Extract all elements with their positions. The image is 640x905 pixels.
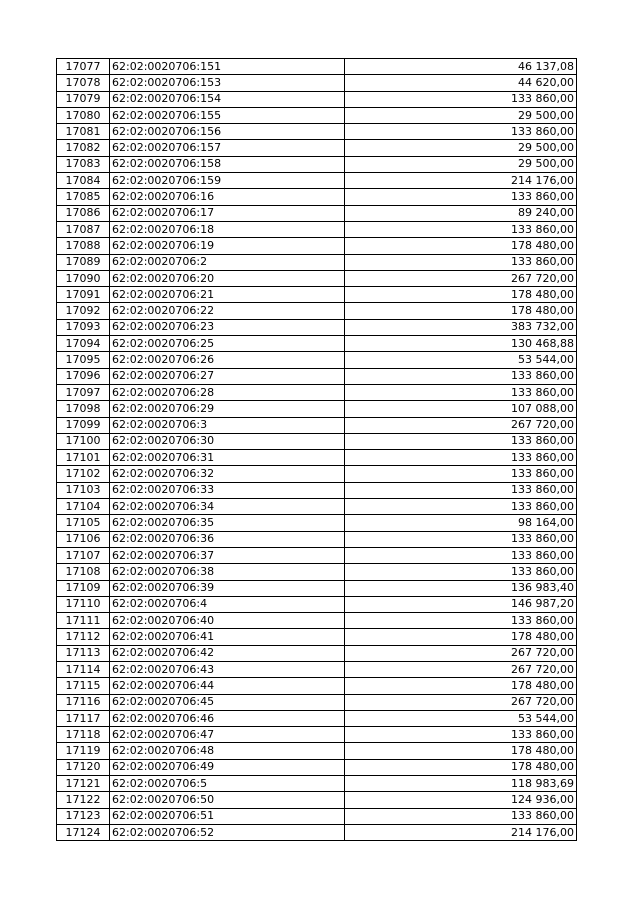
cadastral-number-cell: 62:02:0020706:48: [110, 743, 345, 759]
cadastral-value-cell: 133 860,00: [345, 531, 577, 547]
cadastral-number-cell: 62:02:0020706:20: [110, 270, 345, 286]
cadastral-value-cell: 130 468,88: [345, 336, 577, 352]
cadastral-value-cell: 133 860,00: [345, 189, 577, 205]
table-row: [57, 75, 577, 91]
row-number-cell: 17088: [57, 238, 110, 254]
cadastral-value-cell: 178 480,00: [345, 303, 577, 319]
cadastral-value-cell: 133 860,00: [345, 450, 577, 466]
table-row: [57, 564, 577, 580]
cadastral-number-cell: 62:02:0020706:30: [110, 433, 345, 449]
table-row: [57, 645, 577, 661]
row-number-cell: 17098: [57, 401, 110, 417]
cadastral-value-cell: 267 720,00: [345, 661, 577, 677]
cadastral-number-cell: 62:02:0020706:41: [110, 629, 345, 645]
row-number-cell: 17095: [57, 352, 110, 368]
cadastral-value-cell: 133 860,00: [345, 547, 577, 563]
cadastral-value-cell: 53 544,00: [345, 710, 577, 726]
cadastral-value-cell: 124 936,00: [345, 792, 577, 808]
cadastral-number-cell: 62:02:0020706:159: [110, 173, 345, 189]
cadastral-number-cell: 62:02:0020706:157: [110, 140, 345, 156]
table-row: [57, 238, 577, 254]
table-row: [57, 580, 577, 596]
cadastral-number-cell: 62:02:0020706:51: [110, 808, 345, 824]
cadastral-value-cell: 53 544,00: [345, 352, 577, 368]
table-row: [57, 59, 577, 75]
table-row: [57, 710, 577, 726]
cadastral-value-cell: 133 860,00: [345, 384, 577, 400]
row-number-cell: 17121: [57, 776, 110, 792]
table-row: [57, 808, 577, 824]
cadastral-value-cell: 29 500,00: [345, 140, 577, 156]
cadastral-value-cell: 107 088,00: [345, 401, 577, 417]
cadastral-value-cell: 133 860,00: [345, 482, 577, 498]
cadastral-value-cell: 133 860,00: [345, 221, 577, 237]
table-row: [57, 661, 577, 677]
cadastral-number-cell: 62:02:0020706:158: [110, 156, 345, 172]
row-number-cell: 17109: [57, 580, 110, 596]
row-number-cell: 17116: [57, 694, 110, 710]
table-row: [57, 352, 577, 368]
cadastral-value-cell: 133 860,00: [345, 564, 577, 580]
cadastral-value-cell: 133 860,00: [345, 727, 577, 743]
row-number-cell: 17086: [57, 205, 110, 221]
table-row: [57, 450, 577, 466]
table-row: [57, 221, 577, 237]
table-row: [57, 91, 577, 107]
cadastral-value-cell: 44 620,00: [345, 75, 577, 91]
cadastral-value-cell: 133 860,00: [345, 808, 577, 824]
table-row: [57, 596, 577, 612]
row-number-cell: 17105: [57, 515, 110, 531]
row-number-cell: 17093: [57, 319, 110, 335]
cadastral-number-cell: 62:02:0020706:154: [110, 91, 345, 107]
cadastral-value-cell: 133 860,00: [345, 613, 577, 629]
row-number-cell: 17091: [57, 287, 110, 303]
cadastral-value-cell: 214 176,00: [345, 173, 577, 189]
row-number-cell: 17101: [57, 450, 110, 466]
cadastral-value-cell: 267 720,00: [345, 270, 577, 286]
row-number-cell: 17111: [57, 613, 110, 629]
row-number-cell: 17083: [57, 156, 110, 172]
table-row: [57, 336, 577, 352]
row-number-cell: 17079: [57, 91, 110, 107]
cadastral-number-cell: 62:02:0020706:18: [110, 221, 345, 237]
cadastral-number-cell: 62:02:0020706:45: [110, 694, 345, 710]
table-row: [57, 156, 577, 172]
cadastral-number-cell: 62:02:0020706:34: [110, 499, 345, 515]
cadastral-number-cell: 62:02:0020706:35: [110, 515, 345, 531]
table-row: [57, 629, 577, 645]
cadastral-value-cell: 29 500,00: [345, 107, 577, 123]
cadastral-number-cell: 62:02:0020706:42: [110, 645, 345, 661]
row-number-cell: 17099: [57, 417, 110, 433]
cadastral-value-cell: 267 720,00: [345, 694, 577, 710]
cadastral-number-cell: 62:02:0020706:43: [110, 661, 345, 677]
cadastral-number-cell: 62:02:0020706:25: [110, 336, 345, 352]
row-number-cell: 17118: [57, 727, 110, 743]
cadastral-number-cell: 62:02:0020706:49: [110, 759, 345, 775]
row-number-cell: 17112: [57, 629, 110, 645]
table-row: [57, 319, 577, 335]
row-number-cell: 17096: [57, 368, 110, 384]
table-row: [57, 107, 577, 123]
cadastral-number-cell: 62:02:0020706:5: [110, 776, 345, 792]
cadastral-value-cell: 146 987,20: [345, 596, 577, 612]
table-row: [57, 613, 577, 629]
row-number-cell: 17117: [57, 710, 110, 726]
cadastral-value-cell: 46 137,08: [345, 59, 577, 75]
cadastral-number-cell: 62:02:0020706:22: [110, 303, 345, 319]
cadastral-number-cell: 62:02:0020706:47: [110, 727, 345, 743]
row-number-cell: 17077: [57, 59, 110, 75]
row-number-cell: 17090: [57, 270, 110, 286]
cadastral-value-cell: 178 480,00: [345, 743, 577, 759]
cadastral-number-cell: 62:02:0020706:21: [110, 287, 345, 303]
table-row: [57, 417, 577, 433]
cadastral-number-cell: 62:02:0020706:155: [110, 107, 345, 123]
row-number-cell: 17107: [57, 547, 110, 563]
table-row: [57, 287, 577, 303]
row-number-cell: 17119: [57, 743, 110, 759]
cadastral-number-cell: 62:02:0020706:28: [110, 384, 345, 400]
row-number-cell: 17092: [57, 303, 110, 319]
table-row: [57, 776, 577, 792]
cadastral-number-cell: 62:02:0020706:33: [110, 482, 345, 498]
cadastral-number-cell: 62:02:0020706:2: [110, 254, 345, 270]
table-row: [57, 270, 577, 286]
cadastral-number-cell: 62:02:0020706:151: [110, 59, 345, 75]
cadastral-number-cell: 62:02:0020706:3: [110, 417, 345, 433]
cadastral-value-cell: 133 860,00: [345, 91, 577, 107]
row-number-cell: 17094: [57, 336, 110, 352]
table-row: [57, 515, 577, 531]
row-number-cell: 17110: [57, 596, 110, 612]
cadastral-value-cell: 98 164,00: [345, 515, 577, 531]
row-number-cell: 17080: [57, 107, 110, 123]
row-number-cell: 17089: [57, 254, 110, 270]
table-row: [57, 743, 577, 759]
cadastral-number-cell: 62:02:0020706:153: [110, 75, 345, 91]
table-row: [57, 792, 577, 808]
cadastral-number-cell: 62:02:0020706:38: [110, 564, 345, 580]
cadastral-number-cell: 62:02:0020706:37: [110, 547, 345, 563]
cadastral-number-cell: 62:02:0020706:26: [110, 352, 345, 368]
cadastral-value-cell: 178 480,00: [345, 629, 577, 645]
cadastral-number-cell: 62:02:0020706:156: [110, 124, 345, 140]
cadastral-number-cell: 62:02:0020706:31: [110, 450, 345, 466]
row-number-cell: 17100: [57, 433, 110, 449]
row-number-cell: 17123: [57, 808, 110, 824]
table-row: [57, 824, 577, 840]
row-number-cell: 17081: [57, 124, 110, 140]
row-number-cell: 17124: [57, 824, 110, 840]
cadastral-value-cell: 133 860,00: [345, 254, 577, 270]
cadastral-value-cell: 133 860,00: [345, 433, 577, 449]
table-row: [57, 173, 577, 189]
table-row: [57, 547, 577, 563]
table-row: [57, 205, 577, 221]
row-number-cell: 17104: [57, 499, 110, 515]
table-row: [57, 759, 577, 775]
row-number-cell: 17078: [57, 75, 110, 91]
row-number-cell: 17113: [57, 645, 110, 661]
cadastral-value-cell: 133 860,00: [345, 368, 577, 384]
row-number-cell: 17084: [57, 173, 110, 189]
cadastral-number-cell: 62:02:0020706:32: [110, 466, 345, 482]
cadastral-value-cell: 178 480,00: [345, 678, 577, 694]
cadastral-value-cell: 29 500,00: [345, 156, 577, 172]
table-row: [57, 482, 577, 498]
row-number-cell: 17097: [57, 384, 110, 400]
cadastral-value-cell: 178 480,00: [345, 238, 577, 254]
row-number-cell: 17120: [57, 759, 110, 775]
cadastral-value-cell: 178 480,00: [345, 759, 577, 775]
table-row: [57, 303, 577, 319]
cadastral-number-cell: 62:02:0020706:39: [110, 580, 345, 596]
table-row: [57, 694, 577, 710]
table-row: [57, 124, 577, 140]
cadastral-value-cell: 133 860,00: [345, 499, 577, 515]
row-number-cell: 17087: [57, 221, 110, 237]
table-row: [57, 466, 577, 482]
cadastral-number-cell: 62:02:0020706:44: [110, 678, 345, 694]
row-number-cell: 17102: [57, 466, 110, 482]
row-number-cell: 17085: [57, 189, 110, 205]
cadastral-number-cell: 62:02:0020706:36: [110, 531, 345, 547]
cadastral-value-cell: 133 860,00: [345, 466, 577, 482]
cadastral-number-cell: 62:02:0020706:40: [110, 613, 345, 629]
row-number-cell: 17115: [57, 678, 110, 694]
table-row: [57, 140, 577, 156]
cadastral-value-cell: 118 983,69: [345, 776, 577, 792]
cadastral-number-cell: 62:02:0020706:17: [110, 205, 345, 221]
table-row: [57, 401, 577, 417]
cadastral-number-cell: 62:02:0020706:50: [110, 792, 345, 808]
row-number-cell: 17108: [57, 564, 110, 580]
cadastral-value-cell: 267 720,00: [345, 417, 577, 433]
cadastral-value-cell: 383 732,00: [345, 319, 577, 335]
row-number-cell: 17122: [57, 792, 110, 808]
cadastral-value-cell: 214 176,00: [345, 824, 577, 840]
row-number-cell: 17103: [57, 482, 110, 498]
row-number-cell: 17114: [57, 661, 110, 677]
table-row: [57, 384, 577, 400]
cadastral-value-cell: 133 860,00: [345, 124, 577, 140]
cadastral-number-cell: 62:02:0020706:29: [110, 401, 345, 417]
cadastral-number-cell: 62:02:0020706:27: [110, 368, 345, 384]
cadastral-number-cell: 62:02:0020706:46: [110, 710, 345, 726]
cadastral-number-cell: 62:02:0020706:4: [110, 596, 345, 612]
table-row: [57, 678, 577, 694]
row-number-cell: 17106: [57, 531, 110, 547]
cadastral-value-cell: 136 983,40: [345, 580, 577, 596]
cadastral-number-cell: 62:02:0020706:23: [110, 319, 345, 335]
table-row: [57, 433, 577, 449]
cadastral-number-cell: 62:02:0020706:16: [110, 189, 345, 205]
cadastral-value-cell: 178 480,00: [345, 287, 577, 303]
table-row: [57, 368, 577, 384]
table-row: [57, 727, 577, 743]
table-row: [57, 499, 577, 515]
table-body: [57, 59, 577, 841]
cadastral-number-cell: 62:02:0020706:19: [110, 238, 345, 254]
row-number-cell: 17082: [57, 140, 110, 156]
cadastral-value-cell: 89 240,00: [345, 205, 577, 221]
table-row: [57, 254, 577, 270]
cadastral-value-table: [56, 58, 577, 841]
table-row: [57, 189, 577, 205]
cadastral-value-cell: 267 720,00: [345, 645, 577, 661]
table-row: [57, 531, 577, 547]
cadastral-number-cell: 62:02:0020706:52: [110, 824, 345, 840]
